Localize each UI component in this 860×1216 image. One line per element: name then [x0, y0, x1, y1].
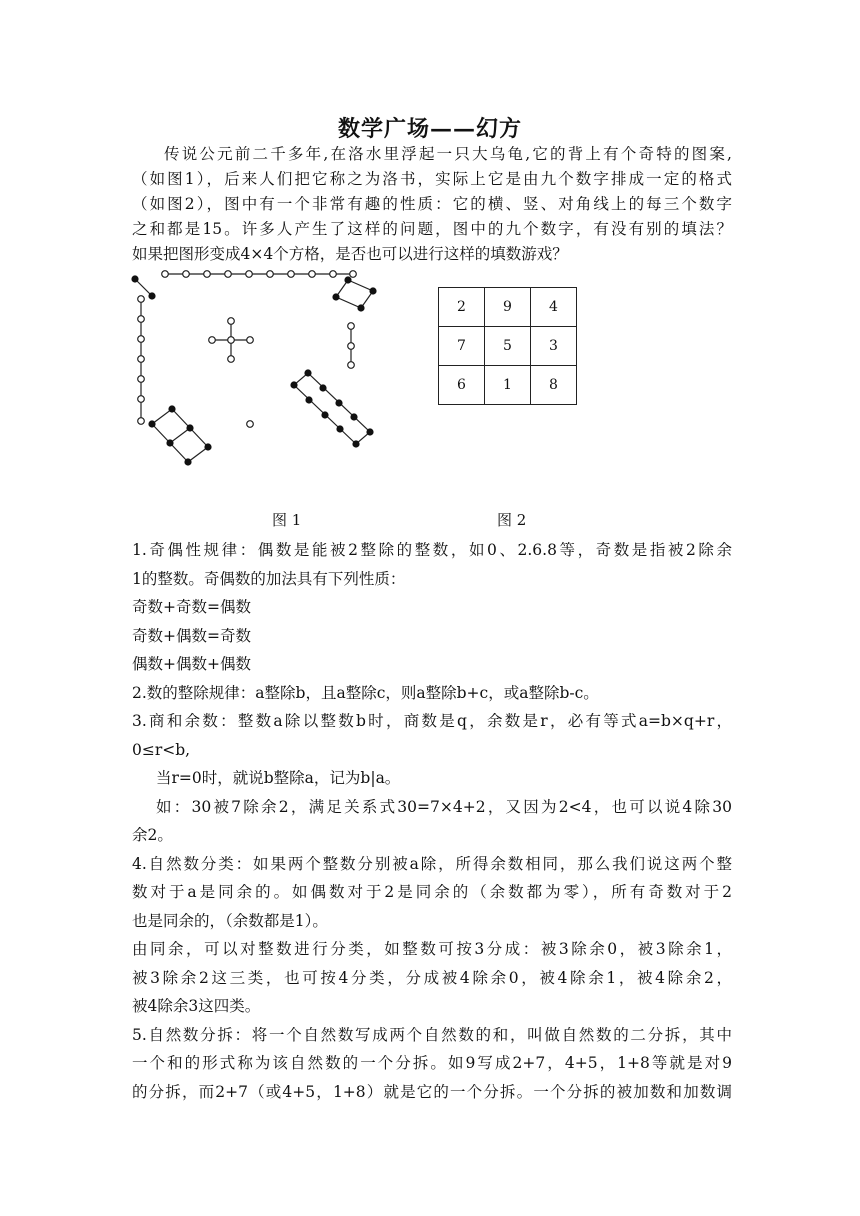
luoshu-dot-figure	[128, 266, 393, 471]
body-line: 3.商和余数：整数a除以整数b时，商数是q，余数是r，必有等式a=b×q+r，	[132, 712, 732, 730]
body-line: 数对于a是同余的。如偶数对于2是同余的（余数都为零），所有奇数对于2	[132, 883, 732, 901]
body-line: 如：30被7除余2，满足关系式30=7×4+2，又因为2<4，也可以说4除30	[156, 797, 732, 816]
grid-cell: 2	[439, 288, 485, 327]
body-line: 0≤r<b,	[132, 740, 191, 759]
magic-square-grid	[438, 287, 577, 405]
grid-cell: 4	[531, 288, 577, 327]
body-line: 的分拆，而2+7（或4+5，1+8）就是它的一个分拆。一个分拆的被加数和加数调	[132, 1082, 732, 1101]
white-dot	[228, 356, 235, 363]
intro-paragraph	[132, 142, 732, 267]
body-line: 4.自然数分类：如果两个整数分别被a除，所得余数相同，那么我们说这两个整	[132, 854, 732, 873]
white-dot	[138, 336, 145, 343]
black-dot	[344, 276, 351, 283]
grid-cell: 7	[439, 327, 485, 366]
body-line: 被3除余2这三类，也可按4分类，分成被4除余0，被4除余1，被4除余2，	[132, 968, 732, 987]
body-line: 1的整数。奇偶数的加法具有下列性质：	[132, 569, 406, 588]
body-text	[132, 536, 732, 1106]
black-dot	[319, 384, 326, 391]
white-dot	[247, 421, 254, 428]
body-line: 由同余，可以对整数进行分类，如整数可按3分成：被3除余0，被3除余1，	[132, 940, 732, 958]
figure-1-caption: 图 1	[272, 511, 302, 529]
white-dot	[138, 418, 145, 425]
grid-cell: 6	[439, 366, 485, 405]
grid-cell: 9	[485, 288, 531, 327]
body-line: 一个和的形式称为该自然数的一个分拆。如9写成2+7，4+5，1+8等就是对9	[132, 1054, 732, 1072]
black-dot	[204, 443, 211, 450]
white-dot	[204, 271, 211, 278]
black-dot	[304, 369, 311, 376]
white-dot	[330, 271, 337, 278]
intro-line: （如图2），图中有一个非常有趣的性质：它的横、竖、对角线上的每三个数字	[132, 195, 732, 213]
intro-line: 之和都是15。许多人产生了这样的问题，图中的九个数字，有没有别的填法？	[132, 220, 732, 238]
black-dot	[168, 405, 175, 412]
black-dot	[366, 428, 373, 435]
black-dot	[352, 440, 359, 447]
black-dot	[290, 381, 297, 388]
body-line: 被4除余3这四类。	[132, 997, 261, 1015]
black-dot	[184, 458, 191, 465]
body-line: 奇数+奇数=偶数	[132, 598, 251, 616]
grid-cell: 3	[531, 327, 577, 366]
black-dot	[369, 287, 376, 294]
body-line: 偶数+偶数+偶数	[132, 655, 251, 673]
body-line: 1.奇偶性规律：偶数是能被2整除的整数，如0、2.6.8等，奇数是指被2除余	[132, 541, 732, 559]
grid-cell: 1	[485, 366, 531, 405]
black-dot	[321, 411, 328, 418]
white-dot	[138, 316, 145, 323]
grid-cell: 8	[531, 366, 577, 405]
black-dot	[148, 420, 155, 427]
intro-line: 如果把图形变成4×4个方格，是否也可以进行这样的填数游戏？	[132, 245, 568, 263]
figure-2-caption: 图 2	[497, 511, 527, 529]
black-dot	[148, 292, 155, 299]
white-dot	[247, 337, 254, 344]
intro-line: 传说公元前二千多年,在洛水里浮起一只大乌龟,它的背上有个奇特的图案,	[164, 145, 732, 163]
body-line: 5.自然数分拆：将一个自然数写成两个自然数的和，叫做自然数的二分拆，其中	[132, 1025, 732, 1044]
white-dot	[309, 271, 316, 278]
black-dot	[350, 413, 357, 420]
white-dot	[228, 337, 235, 344]
black-dot	[186, 424, 193, 431]
white-dot	[162, 271, 169, 278]
white-dot	[138, 376, 145, 383]
body-line: 2.数的整除规律：a整除b，且a整除c，则a整除b+c，或a整除b-c。	[132, 683, 599, 702]
white-dot	[267, 271, 274, 278]
black-dot	[332, 293, 339, 300]
white-dot	[225, 271, 232, 278]
black-dot	[166, 439, 173, 446]
black-dot	[357, 304, 364, 311]
page-title: 数学广场——幻方	[337, 116, 522, 142]
white-dot	[138, 356, 145, 363]
white-dot	[228, 318, 235, 325]
white-dot	[348, 362, 355, 369]
grid-row	[439, 288, 577, 327]
white-dot	[348, 343, 355, 350]
black-dot	[336, 425, 343, 432]
white-dot	[209, 337, 216, 344]
white-dot	[246, 271, 253, 278]
white-dot	[138, 396, 145, 403]
black-dot	[335, 399, 342, 406]
black-dot	[131, 275, 138, 282]
body-line: 奇数+偶数=奇数	[132, 626, 251, 645]
white-dot	[183, 271, 190, 278]
body-line: 当r=0时，就说b整除a，记为b|a。	[156, 769, 401, 787]
black-dot	[305, 396, 312, 403]
grid-row	[439, 366, 577, 405]
white-dot	[288, 271, 295, 278]
white-dot	[138, 296, 145, 303]
white-dot	[348, 323, 355, 330]
grid-cell: 5	[485, 327, 531, 366]
body-line: 也是同余的，（余数都是1）。	[132, 911, 328, 930]
white-dot	[350, 271, 357, 278]
magic-square-figure	[438, 287, 577, 405]
grid-row	[439, 327, 577, 366]
intro-line: （如图1），后来人们把它称之为洛书，实际上它是由九个数字排成一定的格式	[132, 170, 732, 188]
body-line: 余2。	[132, 826, 173, 844]
